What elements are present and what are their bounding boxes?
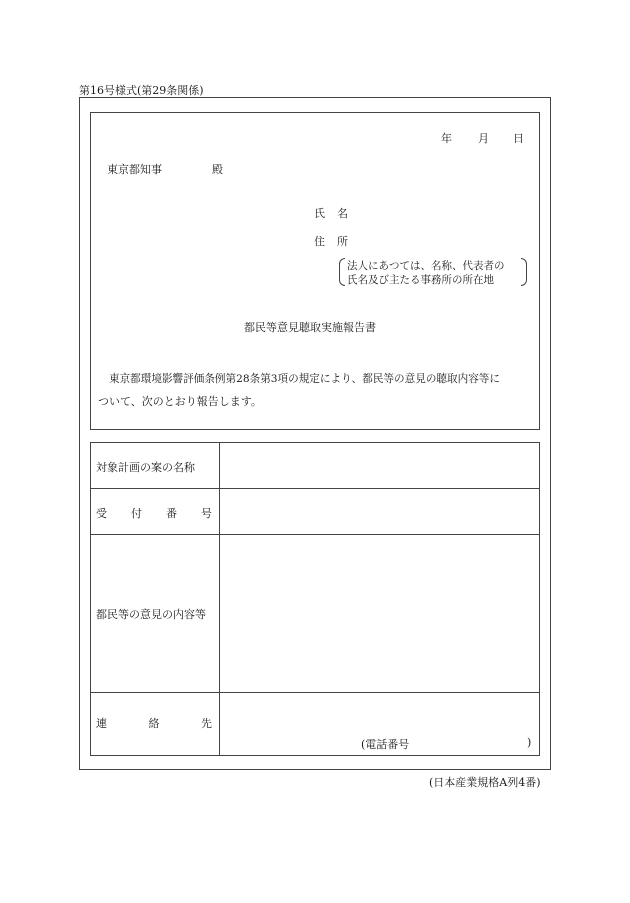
date-year: 年 [441,132,452,145]
contact-label: 連 絡 先 [96,717,212,730]
form-number: 第16号様式(第29条関係) [79,84,204,97]
date-month: 月 [478,132,489,145]
table-column-divider [219,443,220,755]
corp-note-line1: 法人にあつては、名称、代表者の [347,260,505,272]
contact-field[interactable] [223,693,537,733]
opinion-content-field[interactable] [223,535,537,692]
paper-size-note: (日本産業規格A列4番) [429,776,541,789]
body-line-1: 東京都環境影響評価条例第28条第3項の規定により、都民等の意見の聴取内容等に [109,373,500,385]
addressee-name: 東京都知事 [107,163,162,176]
name-label-char2: 名 [337,207,348,220]
receipt-number-label: 受 付 番 号 [96,507,212,520]
phone-label: (電話番号 [361,738,410,751]
report-table [90,442,540,756]
addressee-honorific: 殿 [212,163,223,176]
phone-close-paren: ) [527,736,532,749]
receipt-number-field[interactable] [223,489,537,534]
note-left-bracket [339,258,345,286]
body-line-2: ついて、次のとおり報告します。 [98,395,262,408]
address-label-char1: 住 [314,235,325,248]
name-label-char1: 氏 [314,207,325,220]
plan-name-label: 対象計画の案の名称 [96,461,195,474]
opinion-content-label: 都民等の意見の内容等 [96,608,206,621]
plan-name-field[interactable] [223,443,537,488]
note-right-bracket [521,258,527,286]
date-day: 日 [513,132,524,145]
address-label-char2: 所 [337,235,348,248]
corp-note-line2: 氏名及び主たる事務所の所在地 [347,274,494,286]
report-title: 都民等意見聴取実施報告書 [244,321,376,334]
